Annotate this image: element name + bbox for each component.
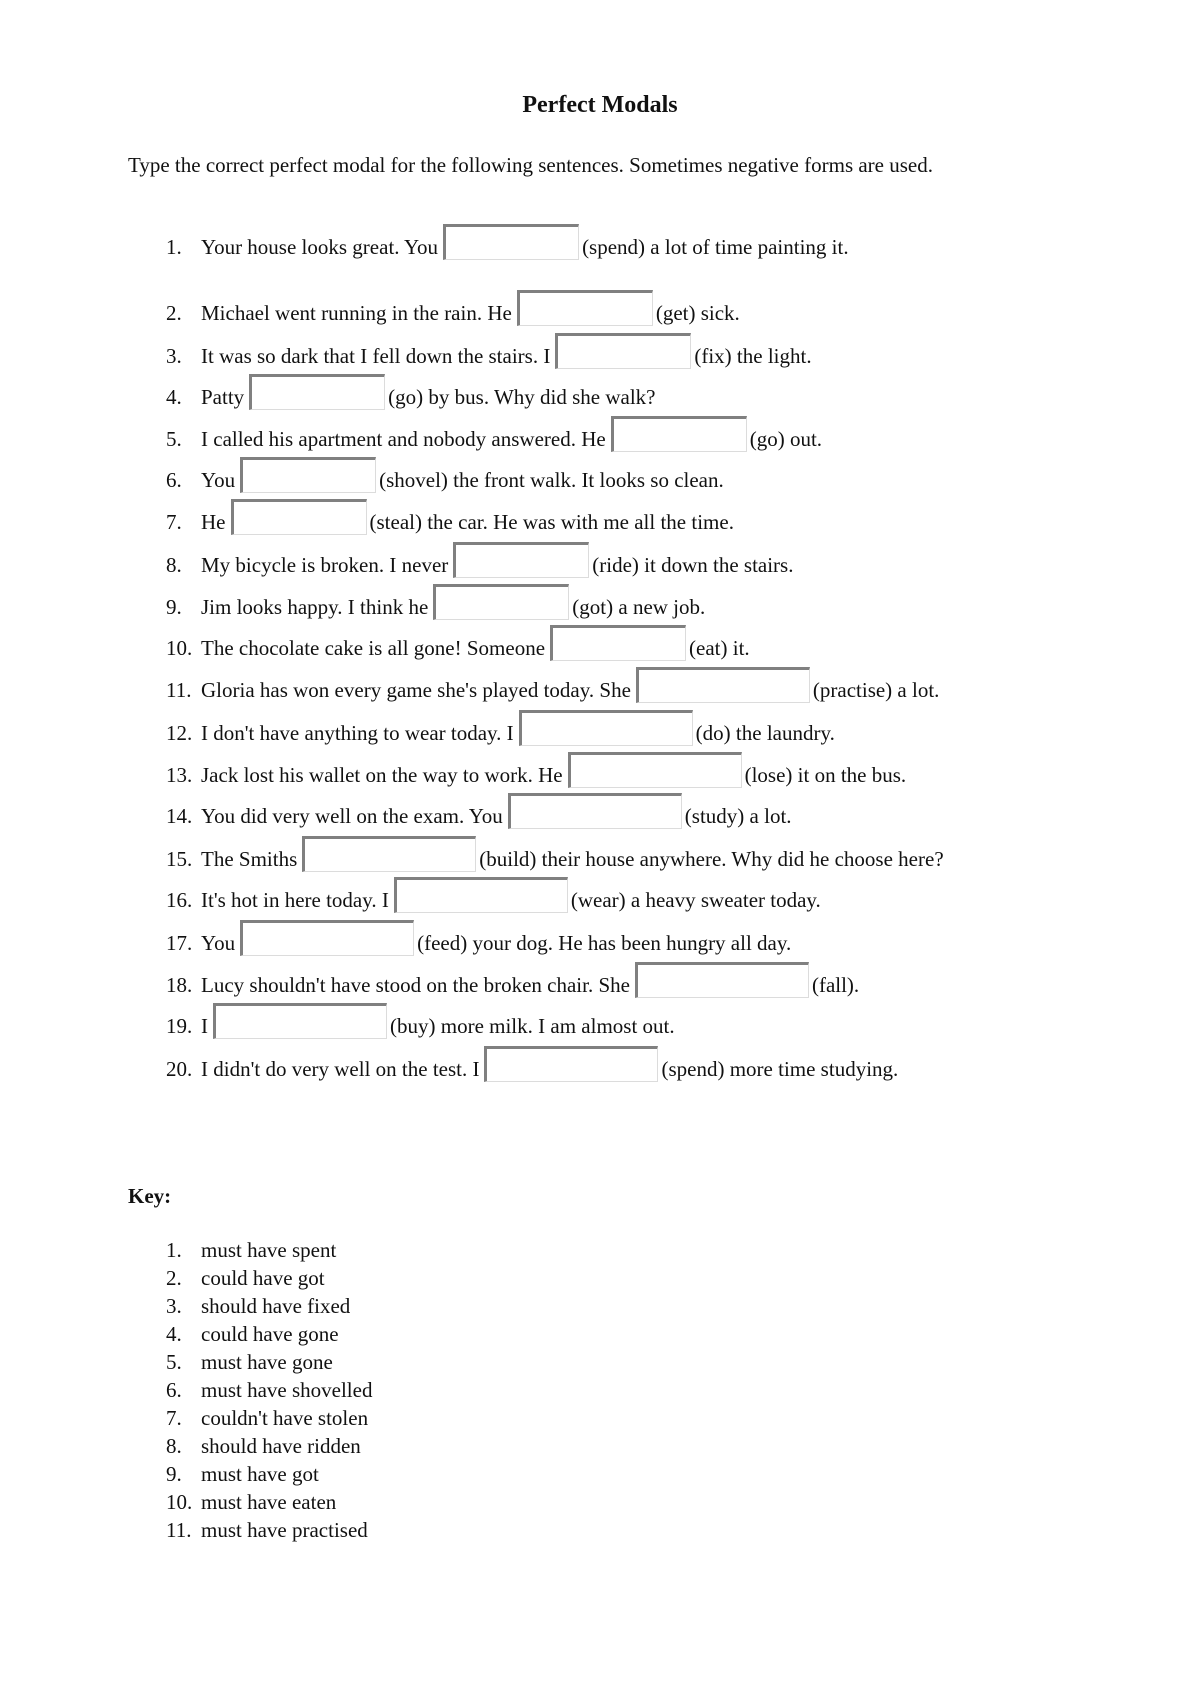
exercise-item: [0, 416, 1200, 456]
exercise-sentence: [201, 1003, 675, 1039]
exercise-sentence: [201, 290, 740, 326]
exercise-number: 15.: [166, 847, 193, 871]
exercise-number: 7.: [166, 510, 182, 534]
key-answer: must have shovelled: [201, 1378, 373, 1402]
sentence-end: (fall).: [811, 973, 860, 997]
key-number: 5.: [166, 1350, 182, 1374]
sentence-start: I: [201, 1014, 208, 1038]
answer-input[interactable]: [519, 710, 693, 746]
exercise-item: [0, 374, 1200, 414]
sentence-end: (get) sick.: [655, 301, 740, 325]
sentence-start: You: [201, 931, 236, 955]
key-answer: should have fixed: [201, 1294, 351, 1318]
exercise-number: 11.: [166, 678, 192, 702]
exercise-number: 17.: [166, 931, 193, 955]
exercise-sentence: [201, 877, 821, 913]
sentence-start: My bicycle is broken. I never: [201, 553, 449, 577]
sentence-end: (do) the laundry.: [695, 721, 835, 745]
exercise-number: 9.: [166, 595, 182, 619]
exercise-sentence: [201, 499, 734, 535]
exercise-item: [0, 542, 1200, 582]
sentence-end: (feed) your dog. He has been hungry all day.: [417, 931, 792, 955]
sentence-start: I didn't do very well on the test. I: [201, 1057, 480, 1081]
sentence-end: (shovel) the front walk. It looks so clean.: [379, 468, 724, 492]
exercise-number: 10.: [166, 636, 193, 660]
sentence-start: You did very well on the exam. You: [201, 804, 503, 828]
key-number: 10.: [166, 1490, 193, 1514]
exercise-item: [0, 836, 1200, 876]
exercise-item: [0, 793, 1200, 833]
answer-input[interactable]: [517, 290, 653, 326]
sentence-end: (eat) it.: [689, 636, 750, 660]
exercise-sentence: [201, 1046, 898, 1082]
sentence-start: It was so dark that I fell down the stairs. I: [201, 344, 551, 368]
answer-input[interactable]: [302, 836, 476, 872]
exercise-item: [0, 625, 1200, 665]
exercise-number: 13.: [166, 763, 193, 787]
key-item: [0, 1350, 600, 1378]
sentence-end: (study) a lot.: [684, 804, 792, 828]
exercise-item: [0, 333, 1200, 373]
exercise-number: 2.: [166, 301, 182, 325]
answer-input[interactable]: [443, 224, 579, 260]
exercise-number: 8.: [166, 553, 182, 577]
exercise-item: [0, 710, 1200, 750]
exercise-number: 12.: [166, 721, 193, 745]
exercise-item: [0, 290, 1200, 330]
answer-input[interactable]: [394, 877, 568, 913]
answer-input[interactable]: [555, 333, 691, 369]
key-item: [0, 1434, 600, 1462]
sentence-start: I don't have anything to wear today. I: [201, 721, 514, 745]
key-answer: must have gone: [201, 1350, 333, 1374]
exercise-sentence: [201, 793, 792, 829]
key-item: [0, 1294, 600, 1322]
exercise-sentence: [201, 584, 705, 620]
sentence-start: Jack lost his wallet on the way to work. He: [201, 763, 563, 787]
key-number: 3.: [166, 1294, 182, 1318]
sentence-end: (spend) more time studying.: [661, 1057, 899, 1081]
exercise-sentence: [201, 962, 859, 998]
exercise-number: 18.: [166, 973, 193, 997]
answer-input[interactable]: [453, 542, 589, 578]
exercise-item: [0, 1003, 1200, 1043]
key-number: 11.: [166, 1518, 192, 1542]
exercise-item: [0, 224, 1200, 264]
key-answer: must have eaten: [201, 1490, 337, 1514]
exercise-number: 1.: [166, 235, 182, 259]
sentence-end: (steal) the car. He was with me all the time.: [369, 510, 734, 534]
answer-input[interactable]: [240, 457, 376, 493]
key-answer: couldn't have stolen: [201, 1406, 369, 1430]
sentence-end: (go) out.: [749, 427, 823, 451]
key-number: 8.: [166, 1434, 182, 1458]
sentence-start: I called his apartment and nobody answered. He: [201, 427, 606, 451]
exercise-item: [0, 920, 1200, 960]
key-item: [0, 1238, 600, 1266]
answer-input[interactable]: [433, 584, 569, 620]
answer-input[interactable]: [213, 1003, 387, 1039]
sentence-start: You: [201, 468, 236, 492]
key-list: [0, 1238, 600, 1546]
exercise-number: 6.: [166, 468, 182, 492]
exercise-number: 20.: [166, 1057, 193, 1081]
exercise-sentence: [201, 224, 849, 260]
key-item: [0, 1462, 600, 1490]
key-answer: must have practised: [201, 1518, 368, 1542]
answer-input[interactable]: [550, 625, 686, 661]
answer-input[interactable]: [484, 1046, 658, 1082]
answer-input[interactable]: [635, 962, 809, 998]
exercise-item: [0, 752, 1200, 792]
exercise-sentence: [201, 836, 944, 872]
exercise-item: [0, 667, 1200, 707]
sentence-start: Gloria has won every game she's played today. She: [201, 678, 631, 702]
exercise-sentence: [201, 416, 822, 452]
key-item: [0, 1322, 600, 1350]
answer-input[interactable]: [249, 374, 385, 410]
key-item: [0, 1406, 600, 1434]
sentence-end: (build) their house anywhere. Why did he choose here?: [479, 847, 944, 871]
sentence-start: Lucy shouldn't have stood on the broken chair. She: [201, 973, 630, 997]
exercise-item: [0, 1046, 1200, 1086]
sentence-end: (ride) it down the stairs.: [592, 553, 794, 577]
sentence-start: The Smiths: [201, 847, 298, 871]
exercise-number: 4.: [166, 385, 182, 409]
key-answer: could have gone: [201, 1322, 339, 1346]
answer-input[interactable]: [568, 752, 742, 788]
sentence-start: He: [201, 510, 226, 534]
sentence-end: (fix) the light.: [694, 344, 812, 368]
key-number: 1.: [166, 1238, 182, 1262]
exercise-sentence: [201, 710, 835, 746]
exercise-sentence: [201, 457, 724, 493]
sentence-start: Michael went running in the rain. He: [201, 301, 512, 325]
exercise-item: [0, 962, 1200, 1002]
sentence-start: The chocolate cake is all gone! Someone: [201, 636, 546, 660]
key-answer: should have ridden: [201, 1434, 361, 1458]
key-item: [0, 1378, 600, 1406]
answer-input[interactable]: [611, 416, 747, 452]
page-title: Perfect Modals: [522, 92, 678, 118]
sentence-end: (spend) a lot of time painting it.: [582, 235, 849, 259]
exercise-item: [0, 499, 1200, 539]
key-item: [0, 1490, 600, 1518]
exercise-item: [0, 457, 1200, 497]
key-answer: could have got: [201, 1266, 325, 1290]
sentence-end: (practise) a lot.: [812, 678, 940, 702]
exercise-item: [0, 877, 1200, 917]
key-number: 4.: [166, 1322, 182, 1346]
key-answer: must have spent: [201, 1238, 337, 1262]
sentence-start: Jim looks happy. I think he: [201, 595, 429, 619]
exercise-item: [0, 584, 1200, 624]
sentence-start: Your house looks great. You: [201, 235, 439, 259]
key-answer: must have got: [201, 1462, 319, 1486]
key-item: [0, 1518, 600, 1546]
exercise-number: 3.: [166, 344, 182, 368]
exercise-sentence: [201, 625, 750, 661]
exercise-sentence: [201, 752, 906, 788]
exercise-number: 5.: [166, 427, 182, 451]
sentence-end: (got) a new job.: [572, 595, 706, 619]
answer-input[interactable]: [636, 667, 810, 703]
answer-input[interactable]: [231, 499, 367, 535]
sentence-start: Patty: [201, 385, 245, 409]
sentence-end: (wear) a heavy sweater today.: [570, 888, 821, 912]
key-heading: Key:: [128, 1184, 172, 1208]
key-number: 7.: [166, 1406, 182, 1430]
instructions: Type the correct perfect modal for the following sentences. Sometimes negative forms are used.: [128, 153, 933, 177]
exercise-sentence: [201, 667, 939, 703]
sentence-end: (lose) it on the bus.: [744, 763, 907, 787]
key-number: 6.: [166, 1378, 182, 1402]
exercise-sentence: [201, 920, 791, 956]
sentence-end: (go) by bus. Why did she walk?: [388, 385, 656, 409]
exercise-number: 16.: [166, 888, 193, 912]
exercise-number: 19.: [166, 1014, 193, 1038]
sentence-end: (buy) more milk. I am almost out.: [390, 1014, 675, 1038]
answer-input[interactable]: [240, 920, 414, 956]
exercise-sentence: [201, 542, 793, 578]
exercise-sentence: [201, 333, 812, 369]
key-item: [0, 1266, 600, 1294]
key-number: 2.: [166, 1266, 182, 1290]
answer-input[interactable]: [508, 793, 682, 829]
exercise-sentence: [201, 374, 656, 410]
sentence-start: It's hot in here today. I: [201, 888, 389, 912]
key-number: 9.: [166, 1462, 182, 1486]
exercise-number: 14.: [166, 804, 193, 828]
